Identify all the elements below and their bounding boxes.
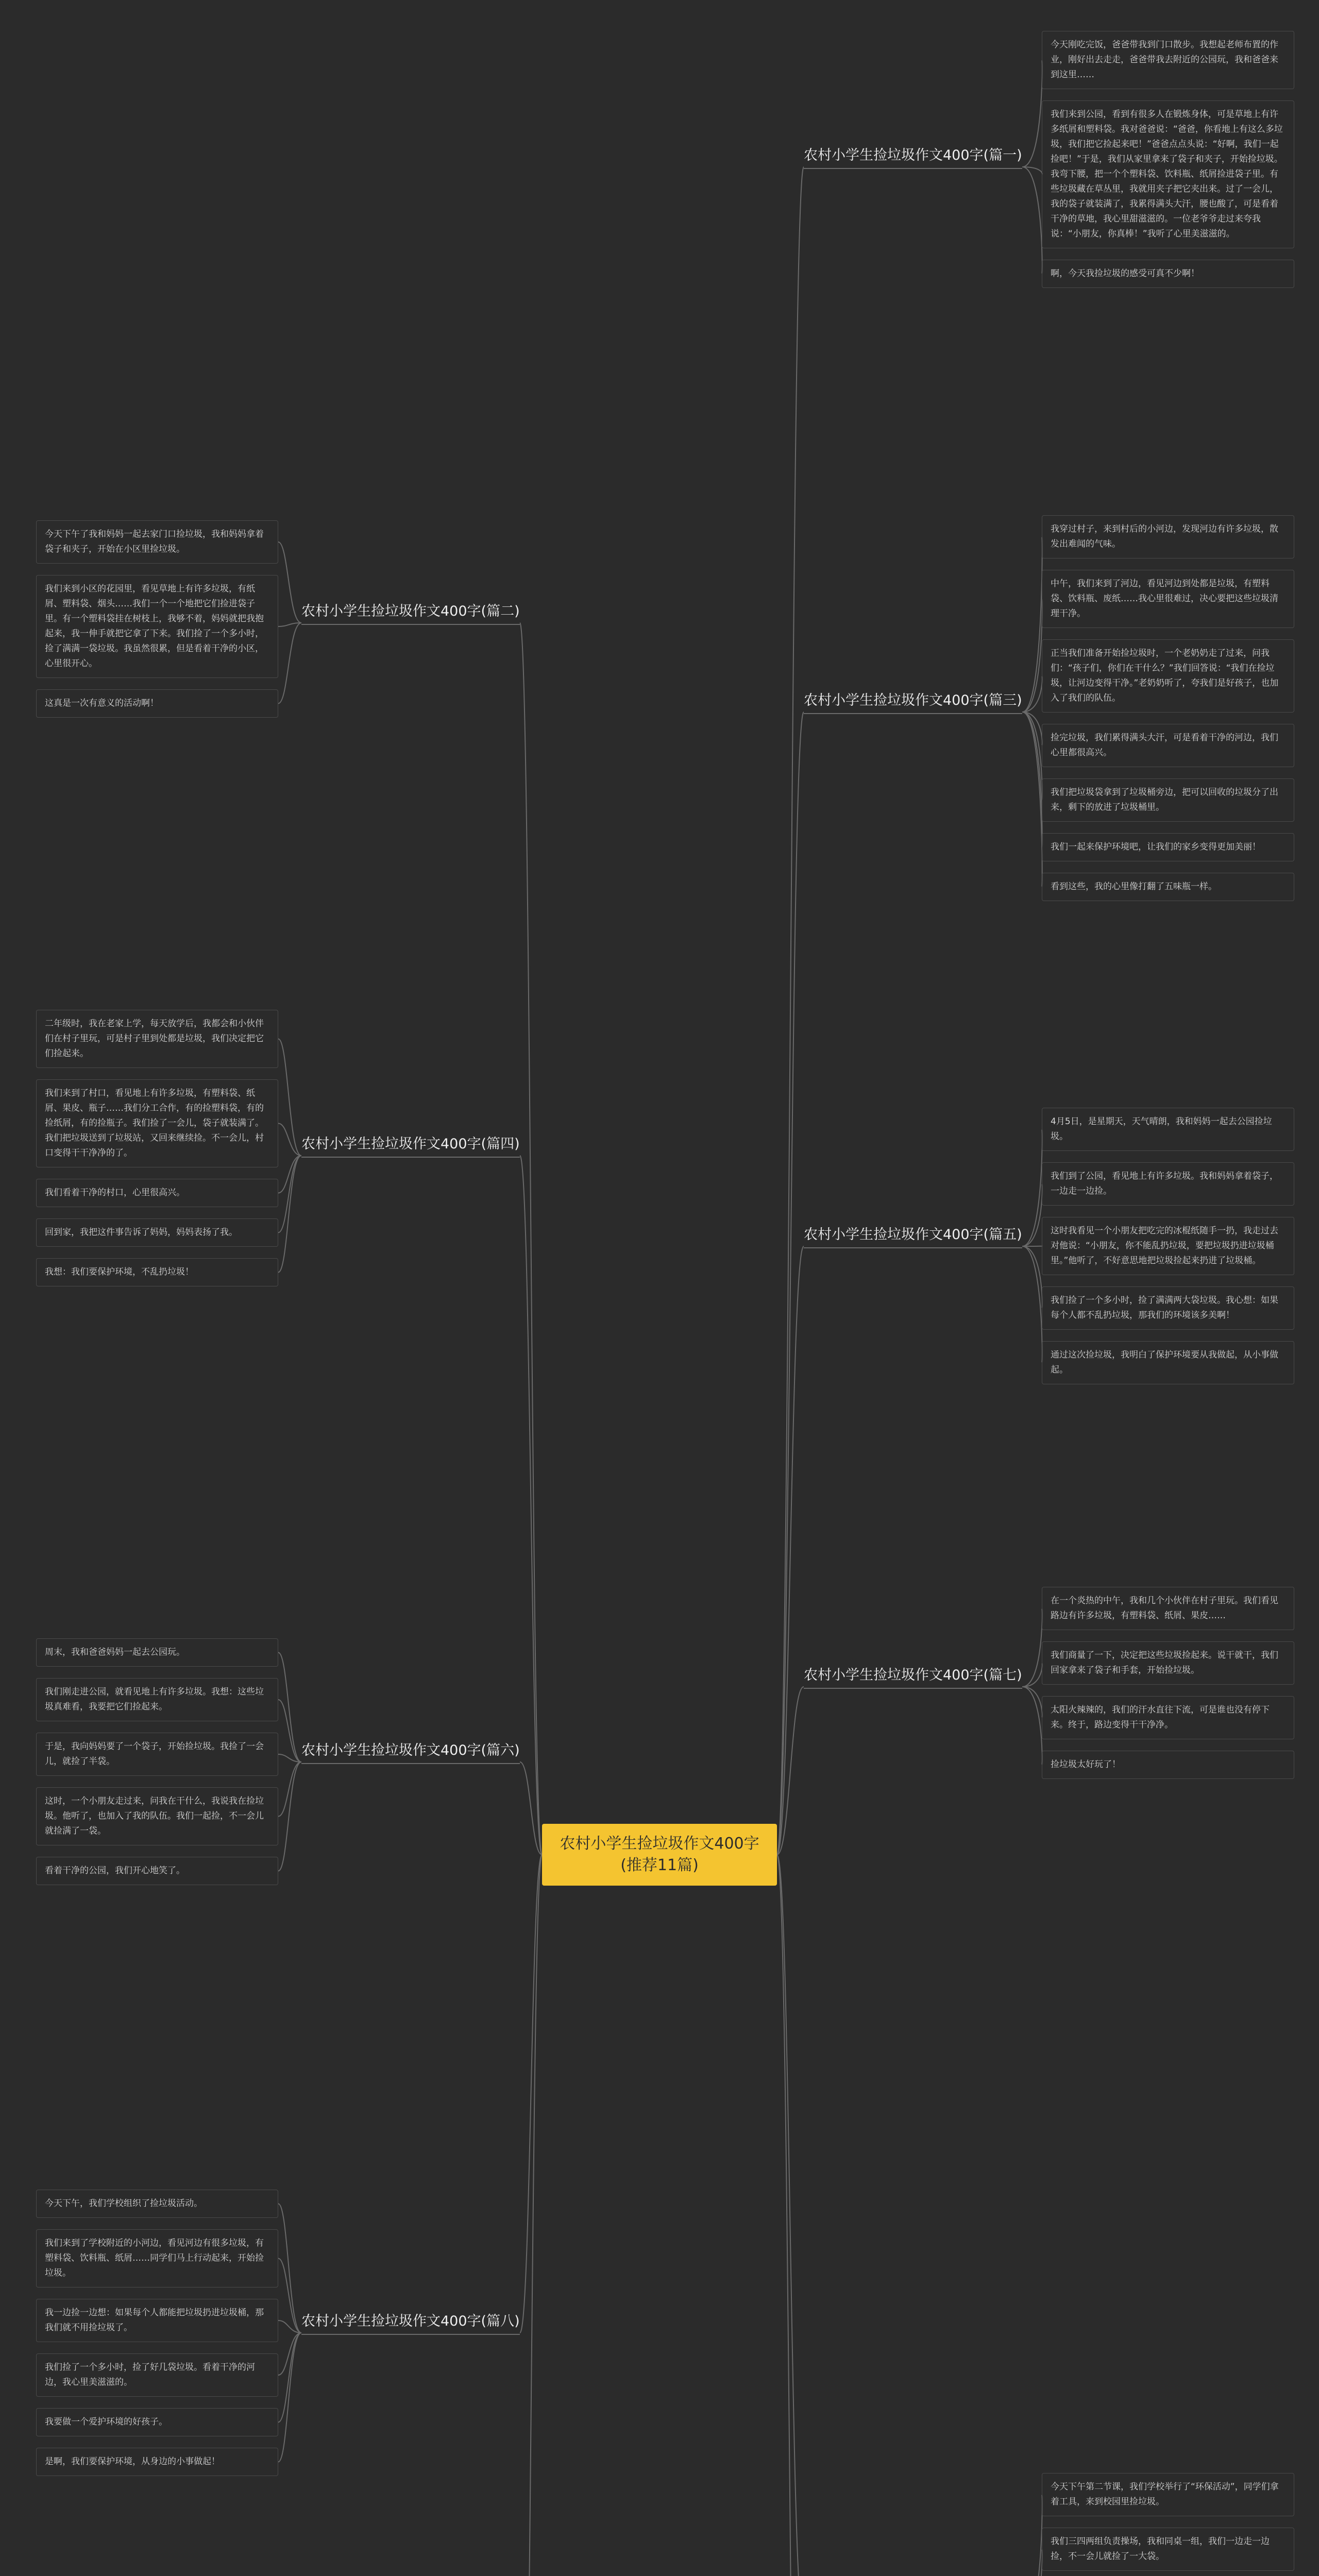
branch-leaf-link bbox=[278, 1039, 301, 1156]
branch-leaf-link bbox=[278, 623, 301, 704]
branch-title: 农村小学生捡垃圾作文400字(篇八) bbox=[301, 2312, 520, 2335]
paragraph-node: 我们捡了一个多小时，捡了满满两大袋垃圾。我心想：如果每个人都不乱扔垃圾，那我们的环境该多美啊！ bbox=[1042, 1286, 1294, 1330]
branch-leaf-link bbox=[278, 1156, 301, 1273]
branch-title: 农村小学生捡垃圾作文400字(篇二) bbox=[301, 602, 520, 625]
paragraph-node: 我们刚走进公园，就看见地上有许多垃圾。我想：这些垃圾真难看，我要把它们捡起来。 bbox=[36, 1678, 278, 1721]
branch-title: 农村小学生捡垃圾作文400字(篇四) bbox=[301, 1135, 520, 1158]
paragraph-node: 这时我看见一个小朋友把吃完的冰棍纸随手一扔，我走过去对他说：“小朋友，你不能乱扔垃圾，要把垃圾扔进垃圾桶里。”他听了，不好意思地把垃圾捡起来扔进了垃圾桶。 bbox=[1042, 1217, 1294, 1275]
branch-leaf-link bbox=[1022, 1608, 1042, 1687]
branch-title: 农村小学生捡垃圾作文400字(篇三) bbox=[804, 691, 1022, 714]
branch-leaf-link bbox=[278, 542, 301, 623]
branch-leaf-link bbox=[1022, 537, 1042, 712]
root-branch-link bbox=[777, 712, 804, 1855]
paragraph-node: 我们来到了学校附近的小河边，看见河边有很多垃圾，有塑料袋、饮料瓶、纸屑……同学们马上行动起来，开始捡垃圾。 bbox=[36, 2229, 278, 2287]
paragraph-node: 看到这些，我的心里像打翻了五味瓶一样。 bbox=[1042, 873, 1294, 901]
paragraph-node: 捡垃圾太好玩了！ bbox=[1042, 1751, 1294, 1779]
paragraph-node: 我们到了公园，看见地上有许多垃圾。我和妈妈拿着袋子，一边走一边捡。 bbox=[1042, 1162, 1294, 1206]
paragraph-node: 在一个炎热的中午，我和几个小伙伴在村子里玩。我们看见路边有许多垃圾，有塑料袋、纸屑、果皮…… bbox=[1042, 1587, 1294, 1630]
branch-leaf-link bbox=[1022, 1687, 1042, 1718]
branch-leaf-link bbox=[1022, 1246, 1042, 1363]
paragraph-node: 于是，我向妈妈要了一个袋子，开始捡垃圾。我捡了一会儿，就捡了半袋。 bbox=[36, 1733, 278, 1776]
paragraph-node: 我们看着干净的村口，心里很高兴。 bbox=[36, 1179, 278, 1207]
branch-leaf-link bbox=[278, 2259, 301, 2333]
branch-leaf-link bbox=[1022, 712, 1042, 887]
branch-title: 农村小学生捡垃圾作文400字(篇五) bbox=[804, 1226, 1022, 1248]
branch-leaf-link bbox=[1022, 2495, 1042, 2576]
paragraph-node: 太阳火辣辣的，我们的汗水直往下流，可是谁也没有停下来。终于，路边变得干干净净。 bbox=[1042, 1696, 1294, 1739]
branch-title: 农村小学生捡垃圾作文400字(篇一) bbox=[804, 146, 1022, 169]
paragraph-node: 看着干净的公园，我们开心地笑了。 bbox=[36, 1857, 278, 1885]
paragraph-node: 我一边捡一边想：如果每个人都能把垃圾扔进垃圾桶，那我们就不用捡垃圾了。 bbox=[36, 2299, 278, 2342]
paragraph-node: 我们商量了一下，决定把这些垃圾捡起来。说干就干，我们回家拿来了袋子和手套，开始捡垃圾。 bbox=[1042, 1641, 1294, 1685]
root-branch-link bbox=[520, 1855, 542, 2333]
paragraph-node: 这真是一次有意义的活动啊！ bbox=[36, 689, 278, 718]
root-branch-link bbox=[777, 1246, 804, 1855]
paragraph-node: 今天下午了我和妈妈一起去家门口捡垃圾，我和妈妈拿着袋子和夹子，开始在小区里捡垃圾。 bbox=[36, 520, 278, 564]
paragraph-node: 今天下午，我们学校组织了捡垃圾活动。 bbox=[36, 2190, 278, 2218]
paragraph-node: 这时，一个小朋友走过来，问我在干什么，我说我在捡垃圾。他听了，也加入了我的队伍。我们一起捡，不一会儿就捡满了一袋。 bbox=[36, 1787, 278, 1845]
paragraph-node: 啊，今天我捡垃圾的感受可真不少啊！ bbox=[1042, 260, 1294, 288]
paragraph-node: 周末，我和爸爸妈妈一起去公园玩。 bbox=[36, 1638, 278, 1667]
root-branch-link bbox=[777, 167, 804, 1855]
paragraph-node: 我要做一个爱护环境的好孩子。 bbox=[36, 2408, 278, 2436]
paragraph-node: 今天刚吃完饭，爸爸带我到门口散步。我想起老师布置的作业，刚好出去走走，爸爸带我去附近的公园玩，我和爸爸来到这里…… bbox=[1042, 31, 1294, 89]
paragraph-node: 今天下午第二节课，我们学校举行了“环保活动”，同学们拿着工具，来到校园里捡垃圾。 bbox=[1042, 2473, 1294, 2516]
branch-leaf-link bbox=[278, 2333, 301, 2422]
branch-leaf-link bbox=[278, 1762, 301, 1871]
branch-leaf-link bbox=[278, 1700, 301, 1762]
branch-leaf-link bbox=[1022, 1663, 1042, 1687]
paragraph-node: 我们来到了村口，看见地上有许多垃圾，有塑料袋、纸屑、果皮、瓶子……我们分工合作，有的捡塑料袋，有的捡纸屑，有的捡瓶子。我们捡了一会儿，袋子就装满了。我们把垃圾送到了垃圾站，又回来继续捡。不一会儿，村口变得干干净净的了。 bbox=[36, 1079, 278, 1167]
branch-leaf-link bbox=[1022, 60, 1042, 167]
root-branch-link bbox=[777, 1855, 804, 2576]
branch-leaf-link bbox=[1022, 1129, 1042, 1246]
root-branch-link bbox=[520, 1855, 542, 2576]
paragraph-node: 通过这次捡垃圾，我明白了保护环境要从我做起，从小事做起。 bbox=[1042, 1341, 1294, 1384]
paragraph-node: 捡完垃圾，我们累得满头大汗，可是看着干净的河边，我们心里都很高兴。 bbox=[1042, 724, 1294, 767]
paragraph-node: 我们一起来保护环境吧，让我们的家乡变得更加美丽！ bbox=[1042, 833, 1294, 861]
paragraph-node: 我们捡了一个多小时，捡了好几袋垃圾。看着干净的河边，我心里美滋滋的。 bbox=[36, 2353, 278, 2397]
branch-leaf-link bbox=[278, 1653, 301, 1762]
paragraph-node: 中午，我们来到了河边，看见河边到处都是垃圾，有塑料袋、饮料瓶、废纸……我心里很难过，决心要把这些垃圾清理干净。 bbox=[1042, 570, 1294, 628]
branch-title: 农村小学生捡垃圾作文400字(篇七) bbox=[804, 1666, 1022, 1689]
paragraph-node: 我们来到公园，看到有很多人在锻炼身体，可是草地上有许多纸屑和塑料袋。我对爸爸说：“爸爸，你看地上有这么多垃圾，我们把它捡起来吧！”爸爸点点头说：“好啊，我们一起捡吧！”于是，我们从家里拿来了袋子和夹子，开始捡垃圾。我弯下腰，把一个个塑料袋、饮料瓶、纸屑捡进袋子里。有些垃圾藏在草丛里，我就用夹子把它夹出来。过了一会儿，我的袋子就装满了，我累得满头大汗，腰也酸了，可是看着干净的草地，我心里甜滋滋的。一位老爷爷走过来夸我说：“小朋友，你真棒！”我听了心里美滋滋的。 bbox=[1042, 100, 1294, 248]
paragraph-node: 我们来到小区的花园里，看见草地上有许多垃圾，有纸屑、塑料袋、烟头……我们一个一个地把它们捡进袋子里。有一个塑料袋挂在树枝上，我够不着，妈妈就把我抱起来，我一伸手就把它拿了下来。我们捡了一个多小时，捡了满满一袋垃圾。我虽然很累，但是看着干净的小区，心里很开心。 bbox=[36, 575, 278, 678]
paragraph-node: 我想：我们要保护环境，不乱扔垃圾！ bbox=[36, 1258, 278, 1286]
branch-leaf-link bbox=[278, 1124, 301, 1156]
root-branch-link bbox=[520, 623, 542, 1855]
branch-leaf-link bbox=[278, 1156, 301, 1233]
branch-leaf-link bbox=[1022, 167, 1042, 274]
paragraph-node: 我们把垃圾袋拿到了垃圾桶旁边，把可以回收的垃圾分了出来，剩下的放进了垃圾桶里。 bbox=[1042, 778, 1294, 822]
branch-leaf-link bbox=[278, 2204, 301, 2333]
paragraph-node: 二年级时，我在老家上学，每天放学后，我都会和小伙伴们在村子里玩，可是村子里到处都是垃圾，我们决定把它们捡起来。 bbox=[36, 1010, 278, 1068]
root-topic: 农村小学生捡垃圾作文400字(推荐11篇) bbox=[542, 1824, 777, 1886]
paragraph-node: 正当我们准备开始捡垃圾时，一个老奶奶走了过来，问我们：“孩子们，你们在干什么？”我们回答说：“我们在捡垃圾，让河边变得干净。”老奶奶听了，夸我们是好孩子，也加入了我们的队伍。 bbox=[1042, 639, 1294, 713]
paragraph-node: 4月5日，是星期天，天气晴朗，我和妈妈一起去公园捡垃圾。 bbox=[1042, 1108, 1294, 1151]
paragraph-node: 我穿过村子，来到村后的小河边，发现河边有许多垃圾，散发出难闻的气味。 bbox=[1042, 515, 1294, 558]
paragraph-node: 回到家，我把这件事告诉了妈妈，妈妈表扬了我。 bbox=[36, 1218, 278, 1247]
branch-title: 农村小学生捡垃圾作文400字(篇六) bbox=[301, 1741, 520, 1764]
paragraph-node: 是啊，我们要保护环境，从身边的小事做起！ bbox=[36, 2448, 278, 2476]
paragraph-node: 我们三四两组负责操场，我和同桌一组，我们一边走一边捡，不一会儿就捡了一大袋。 bbox=[1042, 2528, 1294, 2571]
